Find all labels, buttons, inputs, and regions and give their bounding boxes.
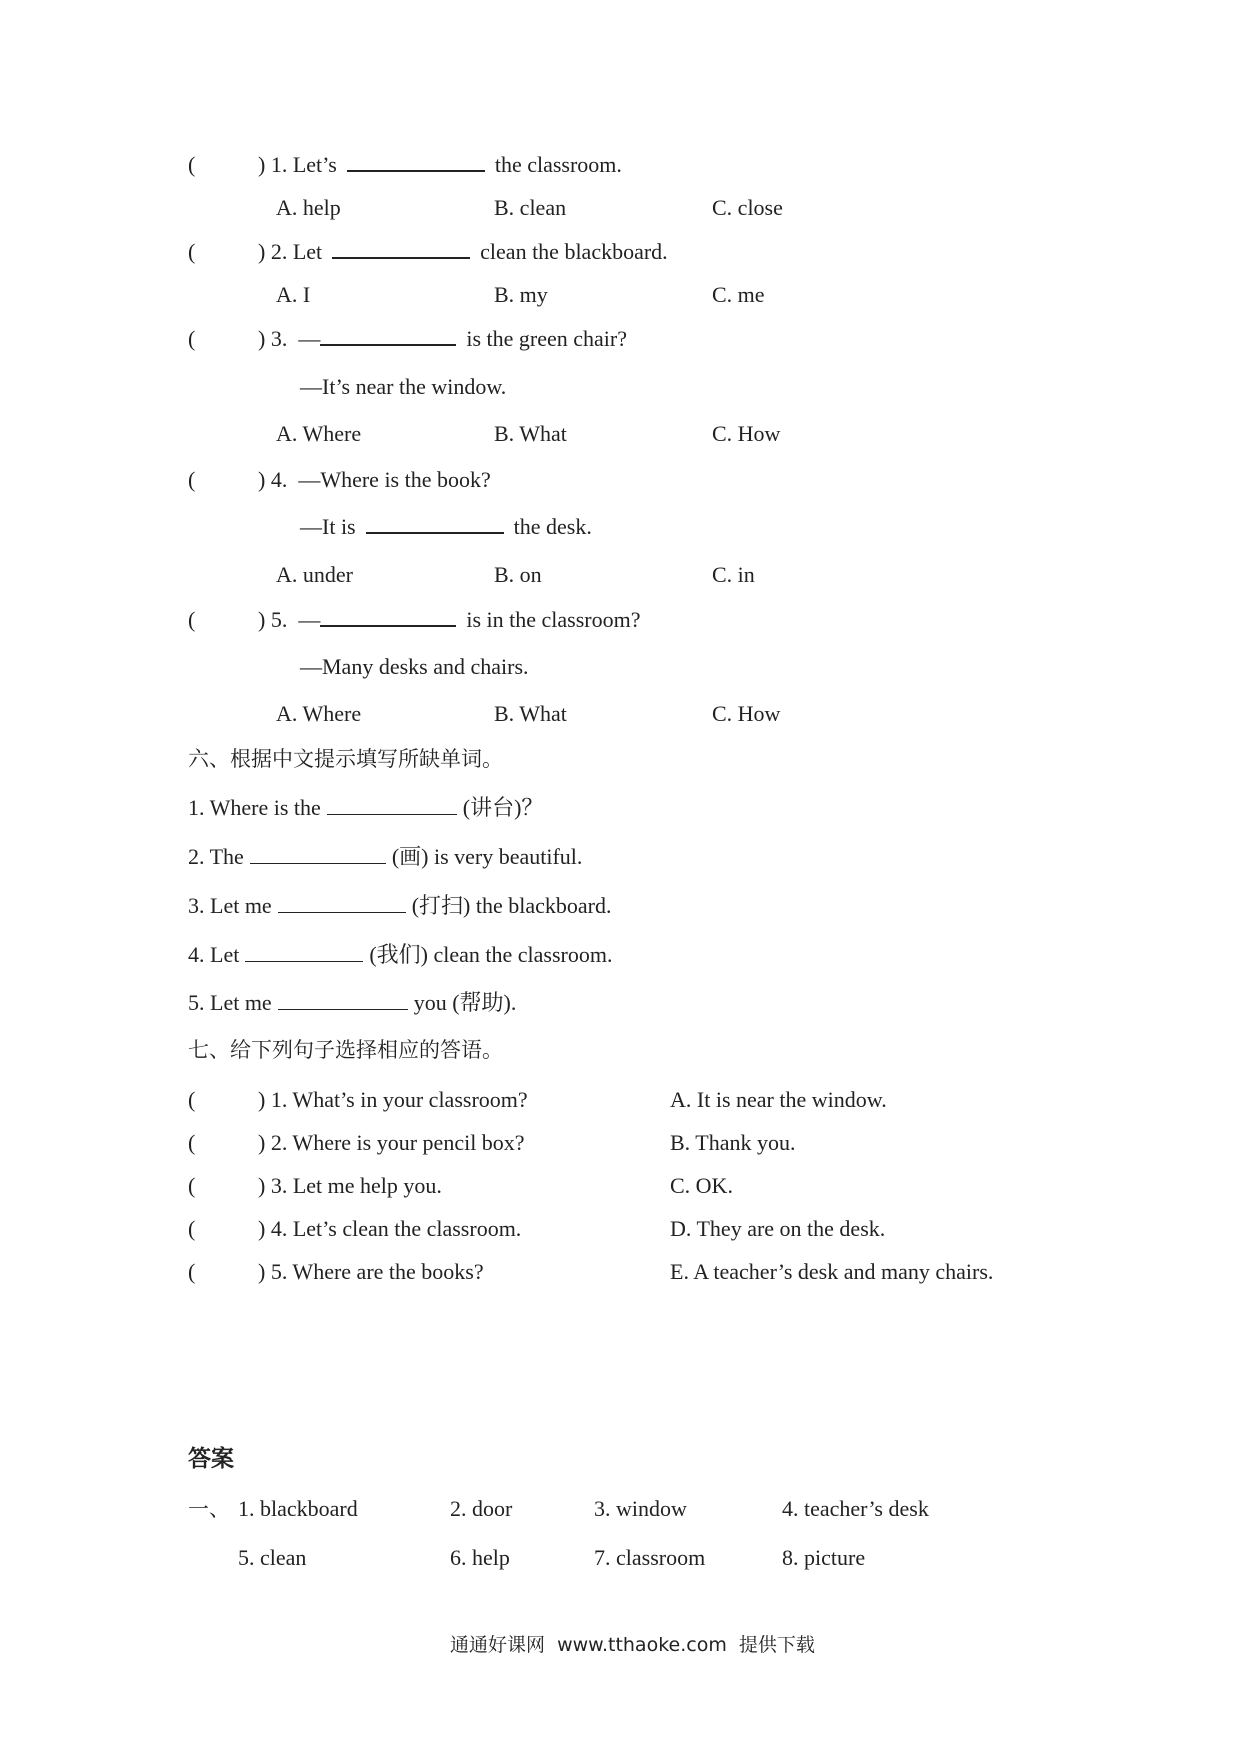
answer-blank[interactable] bbox=[250, 847, 386, 864]
option-c: C. How bbox=[712, 421, 781, 446]
paren: ( bbox=[188, 239, 196, 264]
answer-key-title: 答案 bbox=[188, 1446, 234, 1472]
option-b: B. my bbox=[494, 282, 548, 307]
fill-item-2: 2. The (画) is very beautiful. bbox=[188, 844, 583, 869]
option-b: B. What bbox=[494, 701, 567, 726]
match-question-1: ) 1. What’s in your classroom? bbox=[258, 1087, 528, 1112]
option-a: A. Where bbox=[276, 421, 362, 446]
answer-item: 8. picture bbox=[782, 1545, 866, 1570]
dialogue-answer: —Many desks and chairs. bbox=[300, 654, 529, 679]
paren: ( bbox=[188, 152, 196, 177]
paren: ( bbox=[188, 326, 196, 351]
question-2: ) 2. Let clean the blackboard. bbox=[258, 239, 668, 264]
page-footer: 通通好课网 www.tthaoke.com 提供下载 bbox=[450, 1634, 815, 1656]
paren: ( bbox=[188, 1259, 196, 1284]
fill-item-3: 3. Let me (打扫) the blackboard. bbox=[188, 893, 612, 918]
answer-item: 3. window bbox=[594, 1496, 687, 1521]
match-answer-d: D. They are on the desk. bbox=[670, 1216, 886, 1241]
answer-item: 5. clean bbox=[238, 1545, 307, 1570]
paren: ( bbox=[188, 1173, 196, 1198]
paren: ( bbox=[188, 1130, 196, 1155]
match-answer-c: C. OK. bbox=[670, 1173, 733, 1198]
paren: ( bbox=[188, 1087, 196, 1112]
paren: ( bbox=[188, 1216, 196, 1241]
match-question-5: ) 5. Where are the books? bbox=[258, 1259, 484, 1284]
question-5: ) 5. — is in the classroom? bbox=[258, 607, 641, 632]
answer-blank[interactable] bbox=[278, 993, 408, 1010]
option-b: B. clean bbox=[494, 195, 567, 220]
section-title: 六、根据中文提示填写所缺单词。 bbox=[188, 747, 503, 771]
option-a: A. help bbox=[276, 195, 341, 220]
answer-item: 6. help bbox=[450, 1545, 510, 1570]
answer-blank[interactable] bbox=[327, 798, 457, 815]
answer-blank[interactable] bbox=[320, 607, 456, 627]
section-title: 七、给下列句子选择相应的答语。 bbox=[188, 1038, 503, 1062]
fill-item-4: 4. Let (我们) clean the classroom. bbox=[188, 942, 613, 967]
match-answer-a: A. It is near the window. bbox=[670, 1087, 887, 1112]
answer-blank[interactable] bbox=[347, 152, 485, 172]
match-answer-e: E. A teacher’s desk and many chairs. bbox=[670, 1259, 994, 1284]
option-c: C. How bbox=[712, 701, 781, 726]
answer-blank[interactable] bbox=[278, 896, 406, 913]
question-3: ) 3. — is the green chair? bbox=[258, 326, 627, 351]
fill-item-5: 5. Let me you (帮助). bbox=[188, 990, 517, 1015]
paren: ( bbox=[188, 467, 196, 492]
answer-item: 1. blackboard bbox=[238, 1496, 358, 1521]
answer-item: 7. classroom bbox=[594, 1545, 706, 1570]
option-c: C. close bbox=[712, 195, 783, 220]
answer-item: 2. door bbox=[450, 1496, 513, 1521]
option-c: C. me bbox=[712, 282, 765, 307]
fill-item-1: 1. Where is the (讲台)？ bbox=[188, 795, 544, 820]
dialogue-answer: —It’s near the window. bbox=[300, 374, 507, 399]
option-c: C. in bbox=[712, 562, 755, 587]
match-question-3: ) 3. Let me help you. bbox=[258, 1173, 442, 1198]
match-question-4: ) 4. Let’s clean the classroom. bbox=[258, 1216, 522, 1241]
option-a: A. I bbox=[276, 282, 311, 307]
answer-blank[interactable] bbox=[320, 326, 456, 346]
question-4: ) 4. —Where is the book? bbox=[258, 467, 491, 492]
answer-blank[interactable] bbox=[245, 945, 363, 962]
answer-blank[interactable] bbox=[332, 239, 470, 259]
answer-item: 4. teacher’s desk bbox=[782, 1496, 929, 1521]
question-1: ) 1. Let’s the classroom. bbox=[258, 152, 622, 177]
dialogue-answer: —It is the desk. bbox=[300, 514, 592, 539]
answer-blank[interactable] bbox=[366, 514, 504, 534]
option-a: A. under bbox=[276, 562, 353, 587]
match-answer-b: B. Thank you. bbox=[670, 1130, 796, 1155]
answer-key-prefix: 一、 bbox=[188, 1497, 230, 1521]
option-b: B. What bbox=[494, 421, 567, 446]
option-b: B. on bbox=[494, 562, 542, 587]
paren: ( bbox=[188, 607, 196, 632]
option-a: A. Where bbox=[276, 701, 362, 726]
match-question-2: ) 2. Where is your pencil box? bbox=[258, 1130, 525, 1155]
